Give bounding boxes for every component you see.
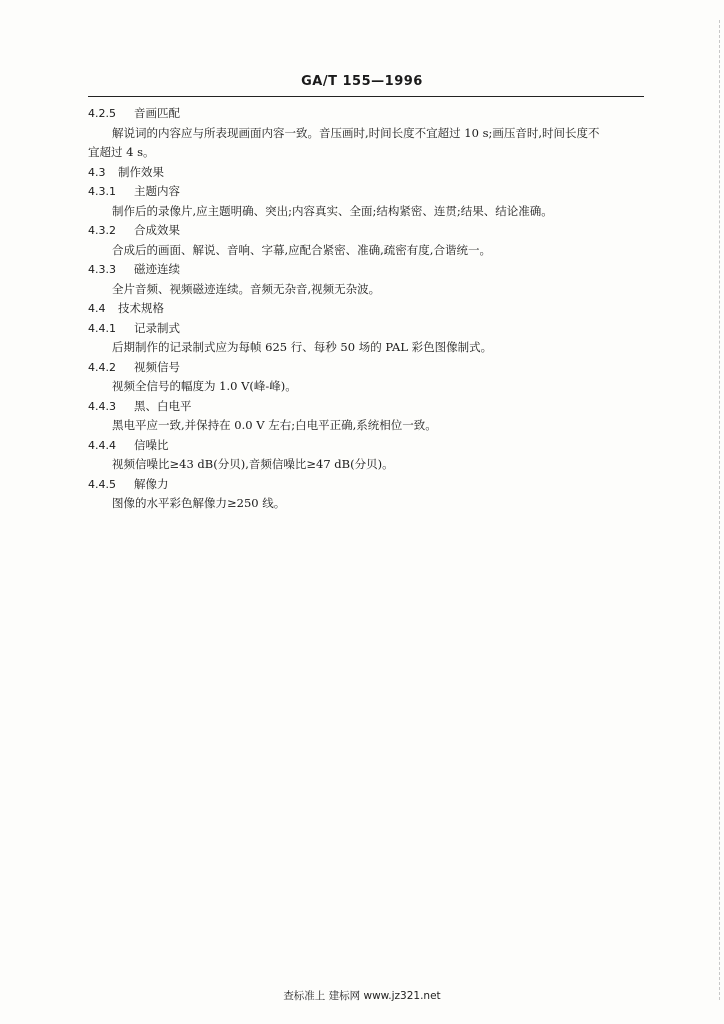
section-number: 4.3.2 [88,224,116,237]
watermark-footer: 查标准上 建标网 www.jz321.net [283,990,441,1002]
paragraph-text: 视频全信号的幅度为 1.0 V(峰-峰)。 [112,379,297,393]
section-title: 磁迹连续 [134,262,180,276]
section-heading [88,397,644,417]
paragraph-text: 合成后的画面、解说、音响、字幕,应配合紧密、准确,疏密有度,合谐统一。 [112,242,491,257]
section-title: 音画匹配 [134,106,180,120]
section-title: 制作效果 [118,164,164,179]
section-number: 4.3 [88,165,106,179]
section-heading [88,475,644,495]
document-header: GA/T 155—1996 [301,74,423,89]
section-number: 4.4.1 [88,321,116,335]
section-number: 4.3.3 [88,263,116,276]
section-title: 技术规格 [118,301,164,315]
paragraph-text: 全片音频、视频磁迹连续。音频无杂音,视频无杂波。 [112,281,381,296]
section-number: 4.4 [88,302,106,315]
section-heading [88,260,644,280]
header-rule [88,96,644,97]
section-title: 主题内容 [134,184,180,198]
page-edge-divider [718,20,720,1000]
section-heading [88,163,644,183]
section-title: 视频信号 [134,359,180,374]
document-body [88,104,644,514]
paragraph-text: 制作后的录像片,应主题明确、突出;内容真实、全面;结构紧密、连贯;结果、结论准确。 [112,203,553,218]
paragraph-text: 宜超过 4 s。 [88,145,155,159]
paragraph-text: 视频信噪比≥43 dB(分贝),音频信噪比≥47 dB(分贝)。 [112,457,394,471]
section-heading [88,299,644,319]
section-number: 4.3.1 [88,185,116,198]
paragraph-text: 图像的水平彩色解像力≥250 线。 [112,496,286,510]
section-heading [88,436,644,456]
section-heading [88,319,644,339]
section-title: 解像力 [134,476,169,491]
section-number: 4.2.5 [88,107,116,120]
section-title: 记录制式 [134,320,180,335]
section-number: 4.4.4 [88,438,116,452]
section-heading [88,221,644,241]
section-heading [88,182,644,202]
paragraph-text: 解说词的内容应与所表现画面内容一致。音压画时,时间长度不宜超过 10 s;画压音时,时间长度不 [112,125,600,140]
paragraph-text: 黑电平应一致,并保持在 0.0 V 左右;白电平正确,系统相位一致。 [112,418,437,432]
section-title: 合成效果 [134,223,180,237]
section-heading [88,104,644,124]
section-number: 4.4.3 [88,399,116,413]
section-title: 黑、白电平 [134,398,192,413]
section-number: 4.4.2 [88,360,116,374]
paragraph-text: 后期制作的记录制式应为每帧 625 行、每秒 50 场的 PAL 彩色图像制式。 [112,340,493,354]
section-heading [88,358,644,378]
section-number: 4.4.5 [88,477,116,491]
section-title: 信噪比 [134,437,169,452]
